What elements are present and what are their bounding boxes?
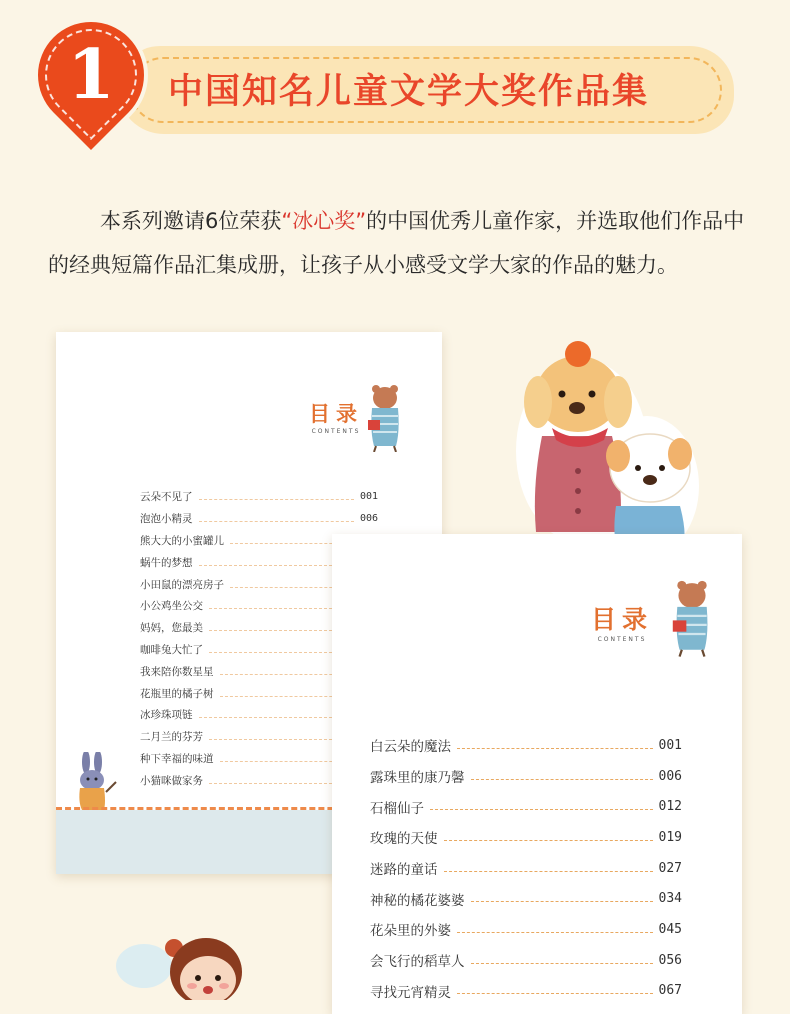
- toc-entry-page: 006: [359, 513, 378, 525]
- toc-entry-title: 咖啡兔大忙了: [140, 643, 203, 656]
- toc-entry-page: 001: [658, 737, 682, 753]
- toc-entry-page: 001: [359, 491, 378, 503]
- toc-entry: [370, 945, 682, 976]
- toc-list: [370, 730, 682, 1006]
- rabbit-illustration: [66, 752, 126, 812]
- toc-subtitle: CONTENTS: [597, 636, 647, 643]
- toc-entry-title: 蜗牛的梦想: [140, 556, 193, 569]
- intro-paragraph: [48, 199, 748, 287]
- dot-leader: [471, 963, 653, 964]
- toc-entry-title: 会飞行的稻草人: [370, 954, 465, 971]
- toc-heading: [572, 600, 672, 643]
- dog-pair-illustration: [512, 336, 702, 536]
- dot-leader: [471, 901, 653, 902]
- section-title: 中国知名儿童文学大奖作品集: [168, 72, 650, 112]
- toc-entry-title: 二月兰的芬芳: [140, 731, 203, 744]
- fairy-girl-illustration: [110, 926, 260, 1000]
- toc-entry-title: 泡泡小精灵: [140, 513, 193, 526]
- dot-leader: [457, 932, 653, 933]
- toc-subtitle: CONTENTS: [311, 428, 361, 435]
- toc-entry-page: 056: [658, 952, 682, 968]
- toc-entry: [370, 914, 682, 945]
- toc-entry-title: 露珠里的康乃馨: [370, 770, 465, 787]
- toc-entry-page: 012: [658, 799, 682, 815]
- toc-entry-page: 027: [658, 860, 682, 876]
- intro-text-2: 的中国优秀儿童作家，并选取他们作品中的经典短篇作品汇集成册，让孩子从小感受文学大家的作品的魅力。: [48, 209, 745, 277]
- toc-entry: [370, 730, 682, 761]
- toc-title: 目录: [309, 402, 363, 426]
- toc-entry-title: 花瓶里的橘子树: [140, 687, 214, 700]
- bear-reading-illustration: [666, 576, 718, 658]
- dot-leader: [457, 993, 653, 994]
- intro-text-1: 本系列邀请6位荣获: [100, 209, 282, 233]
- toc-entry-title: 妈妈，您最美: [140, 622, 203, 635]
- toc-entry: [140, 486, 378, 508]
- toc-entry: [370, 976, 682, 1007]
- toc-entry-title: 石榴仙子: [370, 800, 424, 817]
- toc-entry: [370, 853, 682, 884]
- toc-entry-title: 云朵不见了: [140, 491, 193, 504]
- toc-entry-title: 玫瑰的天使: [370, 831, 438, 848]
- dot-leader: [199, 499, 354, 500]
- toc-entry-title: 寻找元宵精灵: [370, 984, 451, 1001]
- toc-entry-title: 花朵里的外婆: [370, 923, 451, 940]
- toc-entry: [140, 508, 378, 530]
- toc-entry-page: 067: [658, 983, 682, 999]
- toc-entry-title: 我来陪你数星星: [140, 665, 214, 678]
- toc-entry-page: 006: [658, 768, 682, 784]
- dot-leader: [199, 521, 354, 522]
- dot-leader: [471, 779, 653, 780]
- award-highlight: “冰心奖”: [281, 209, 367, 233]
- badge-number: 1: [67, 35, 115, 115]
- toc-entry-page: 019: [658, 829, 682, 845]
- toc-entry: [370, 791, 682, 822]
- toc-entry-title: 冰珍珠项链: [140, 709, 193, 722]
- bear-reading-illustration: [362, 382, 408, 452]
- dot-leader: [430, 809, 653, 810]
- toc-entry-title: 小公鸡坐公交: [140, 600, 203, 613]
- toc-entry-title: 白云朵的魔法: [370, 739, 451, 756]
- toc-entry-title: 神秘的橘花婆婆: [370, 892, 465, 909]
- toc-entry: [370, 883, 682, 914]
- dot-leader: [457, 748, 653, 749]
- toc-entry-title: 种下幸福的味道: [140, 752, 214, 765]
- dot-leader: [444, 871, 653, 872]
- toc-entry: [370, 822, 682, 853]
- book-page-right: [332, 534, 742, 1014]
- toc-title: 目录: [590, 605, 653, 634]
- toc-entry: [370, 761, 682, 792]
- toc-entry-page: 034: [658, 891, 682, 907]
- toc-entry-page: 045: [658, 921, 682, 937]
- toc-entry-title: 小猫咪做家务: [140, 774, 203, 787]
- toc-entry-title: 小田鼠的漂亮房子: [140, 578, 224, 591]
- toc-entry-title: 熊大大的小蜜罐儿: [140, 534, 224, 547]
- dot-leader: [444, 840, 653, 841]
- toc-entry-title: 迷路的童话: [370, 862, 438, 879]
